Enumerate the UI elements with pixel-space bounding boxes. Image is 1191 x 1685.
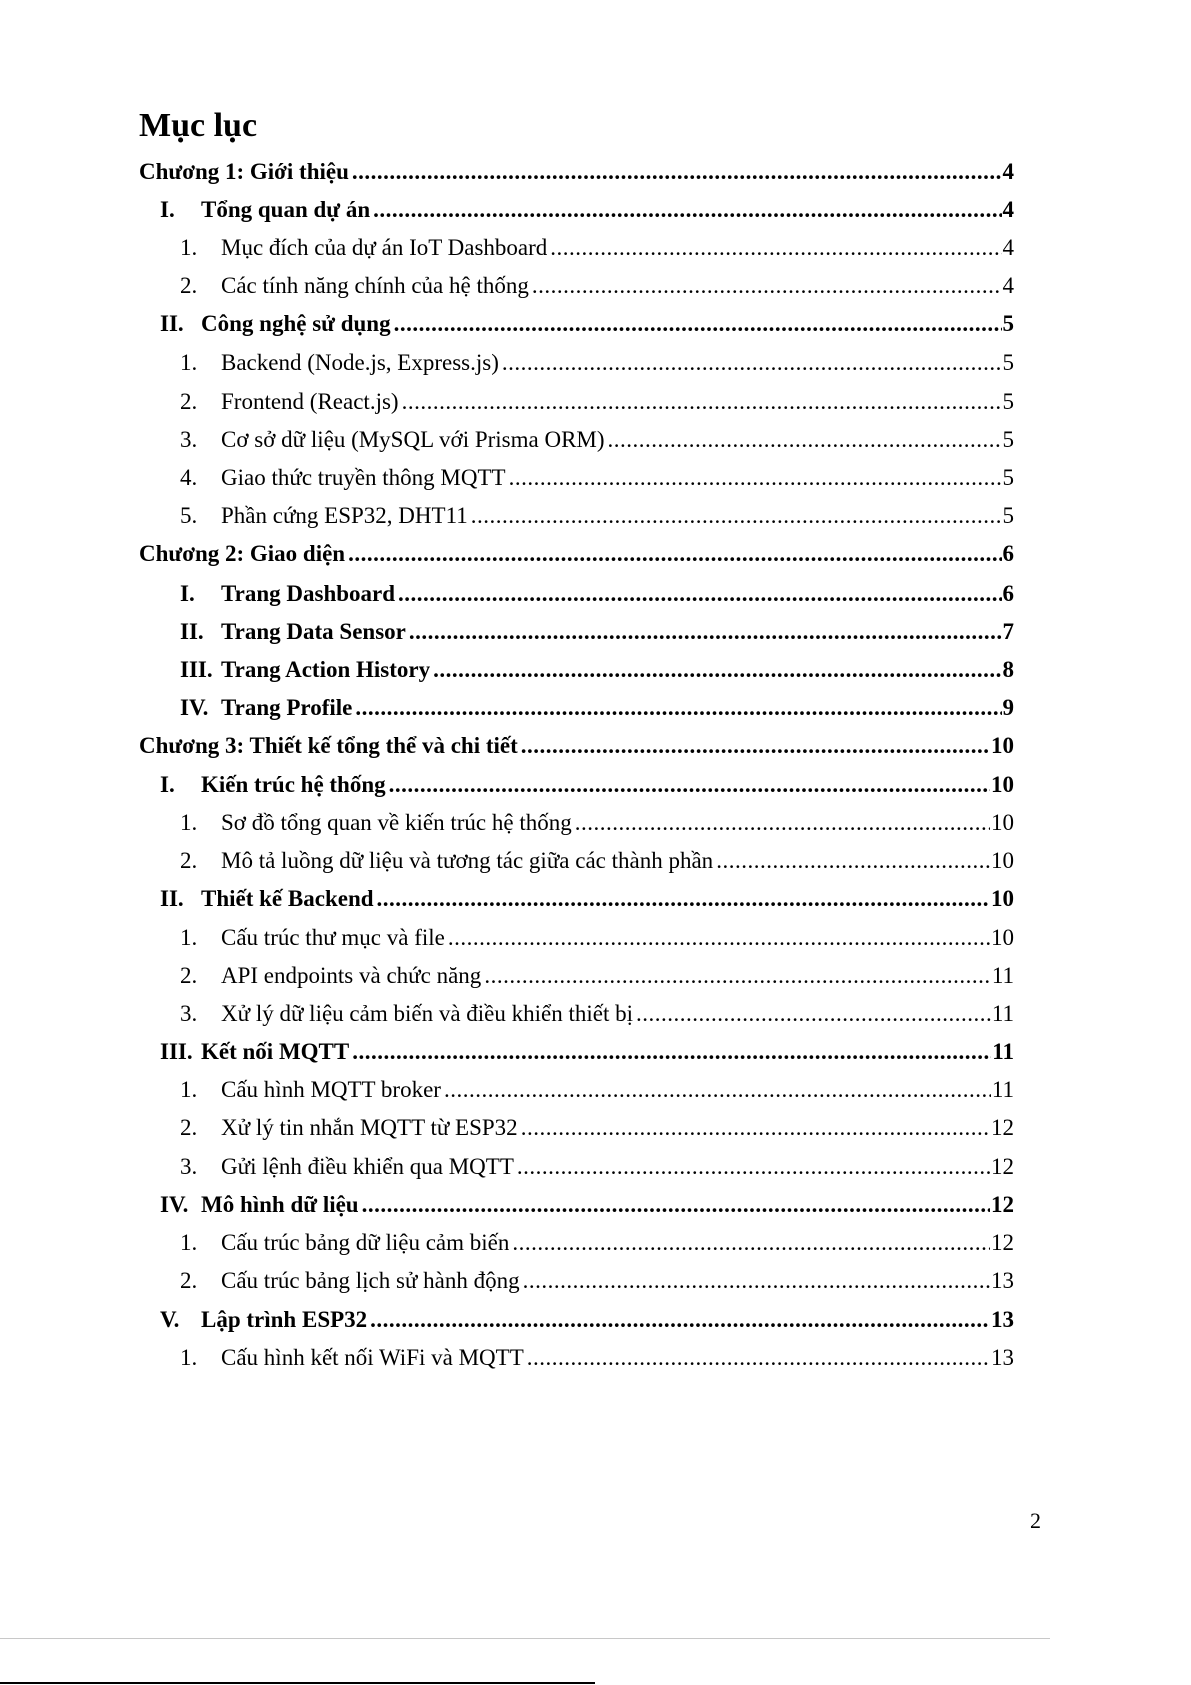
toc-entry-page: 5 bbox=[1002, 311, 1014, 336]
toc-entry[interactable] bbox=[180, 1266, 1014, 1296]
toc-entry-number: 1. bbox=[180, 1345, 198, 1370]
toc-dot-leader bbox=[398, 579, 1001, 609]
toc-dot-leader bbox=[448, 923, 990, 953]
toc-entry-title: Kết nối MQTT bbox=[201, 1039, 350, 1064]
toc-entry-title: Lập trình ESP32 bbox=[201, 1307, 368, 1332]
toc-entry-number: 2. bbox=[180, 963, 198, 988]
page-number: 2 bbox=[1030, 1508, 1041, 1533]
toc-entry-number: 2. bbox=[180, 273, 198, 298]
toc-dot-leader bbox=[527, 1343, 990, 1373]
toc-entry-title: Cấu trúc thư mục và file bbox=[221, 925, 445, 950]
toc-entry-page: 4 bbox=[1002, 197, 1014, 222]
toc-entry-page: 11 bbox=[992, 1039, 1014, 1064]
toc-entry[interactable] bbox=[180, 961, 1014, 991]
toc-entry-number: 3. bbox=[180, 1001, 198, 1026]
toc-entry-title: Trang Data Sensor bbox=[221, 619, 406, 644]
toc-entry[interactable] bbox=[160, 1305, 1014, 1335]
toc-entry-page: 12 bbox=[991, 1230, 1014, 1255]
toc-dot-leader bbox=[362, 1190, 990, 1220]
toc-dot-leader bbox=[471, 501, 1002, 531]
toc-entry[interactable] bbox=[180, 1228, 1014, 1258]
toc-entry-title: Gửi lệnh điều khiển qua MQTT bbox=[221, 1154, 514, 1179]
toc-entry[interactable] bbox=[139, 157, 1014, 187]
bottom-divider bbox=[0, 1682, 595, 1684]
toc-entry-number: 1. bbox=[180, 235, 198, 260]
toc-dot-leader bbox=[521, 731, 990, 761]
toc-dot-leader bbox=[716, 846, 990, 876]
toc-entry-page: 12 bbox=[991, 1154, 1014, 1179]
toc-entry-number: V. bbox=[160, 1307, 180, 1332]
toc-entry-page: 10 bbox=[991, 810, 1014, 835]
toc-entry-number: 1. bbox=[180, 1230, 198, 1255]
toc-entry-page: 4 bbox=[1002, 273, 1014, 298]
toc-entry-page: 7 bbox=[1002, 619, 1014, 644]
toc-dot-leader bbox=[373, 195, 1001, 225]
toc-entry-number: 2. bbox=[180, 1115, 198, 1140]
toc-entry-title: Chương 2: Giao diện bbox=[139, 541, 346, 566]
toc-entry-number: III. bbox=[160, 1039, 193, 1064]
toc-entry-title: Các tính năng chính của hệ thống bbox=[221, 273, 529, 298]
toc-entry-number: IV. bbox=[160, 1192, 189, 1217]
toc-entry[interactable] bbox=[180, 693, 1014, 723]
toc-entry-title: Chương 3: Thiết kế tổng thể và chi tiết bbox=[139, 733, 518, 758]
toc-entry-number: 3. bbox=[180, 1154, 198, 1179]
toc-dot-leader bbox=[512, 1228, 990, 1258]
toc-entry-title: Cơ sở dữ liệu (MySQL với Prisma ORM) bbox=[221, 427, 605, 452]
toc-entry-page: 12 bbox=[991, 1192, 1014, 1217]
toc-entry-title: Cấu trúc bảng lịch sử hành động bbox=[221, 1268, 520, 1293]
toc-entry-title: Sơ đồ tổng quan về kiến trúc hệ thống bbox=[221, 810, 572, 835]
toc-dot-leader bbox=[377, 884, 990, 914]
toc-entry-number: II. bbox=[180, 619, 204, 644]
toc-entry-number: 2. bbox=[180, 389, 198, 414]
footer-divider bbox=[0, 1638, 1050, 1639]
toc-entry-title: Kiến trúc hệ thống bbox=[201, 772, 386, 797]
toc-entry-page: 10 bbox=[991, 733, 1014, 758]
toc-entry-number: I. bbox=[180, 581, 195, 606]
toc-entry[interactable] bbox=[160, 195, 1014, 225]
toc-entry-title: Frontend (React.js) bbox=[221, 389, 399, 414]
toc-entry[interactable] bbox=[160, 884, 1014, 914]
toc-dot-leader bbox=[444, 1075, 991, 1105]
toc-dot-leader bbox=[352, 157, 1002, 187]
toc-entry-title: Xử lý dữ liệu cảm biến và điều khiển thiết bị bbox=[221, 1001, 634, 1026]
toc-dot-leader bbox=[370, 1305, 990, 1335]
toc-entry-number: 1. bbox=[180, 925, 198, 950]
toc-dot-leader bbox=[402, 387, 1002, 417]
toc-entry[interactable] bbox=[160, 1037, 1014, 1067]
toc-dot-leader bbox=[509, 463, 1002, 493]
toc-entry-title: Mô hình dữ liệu bbox=[201, 1192, 359, 1217]
toc-entry[interactable] bbox=[180, 808, 1014, 838]
toc-entry[interactable] bbox=[180, 233, 1014, 263]
toc-entry-page: 13 bbox=[991, 1268, 1014, 1293]
toc-entry[interactable] bbox=[180, 425, 1014, 455]
toc-entry-title: Trang Dashboard bbox=[221, 581, 396, 606]
toc-entry[interactable] bbox=[180, 579, 1014, 609]
toc-entry-title: Cấu hình MQTT broker bbox=[221, 1077, 441, 1102]
toc-entry-title: Xử lý tin nhắn MQTT từ ESP32 bbox=[221, 1115, 518, 1140]
toc-entry[interactable] bbox=[139, 731, 1014, 761]
toc-entry-page: 11 bbox=[991, 1001, 1014, 1026]
toc-entry-number: 3. bbox=[180, 427, 198, 452]
toc-dot-leader bbox=[484, 961, 991, 991]
toc-entry-page: 11 bbox=[991, 963, 1014, 988]
toc-entry-page: 5 bbox=[1002, 389, 1014, 414]
toc-entry-title: Mục đích của dự án IoT Dashboard bbox=[221, 235, 548, 260]
toc-entry-page: 9 bbox=[1002, 695, 1014, 720]
toc-entry-title: Cấu hình kết nối WiFi và MQTT bbox=[221, 1345, 524, 1370]
toc-entry-page: 10 bbox=[991, 886, 1014, 911]
toc-entry-page: 5 bbox=[1002, 465, 1014, 490]
toc-entry-page: 5 bbox=[1002, 350, 1014, 375]
toc-entry-page: 10 bbox=[991, 772, 1014, 797]
toc-entry-number: 5. bbox=[180, 503, 198, 528]
toc-entry[interactable] bbox=[180, 463, 1014, 493]
toc-entry-page: 6 bbox=[1002, 541, 1014, 566]
toc-entry-page: 12 bbox=[991, 1115, 1014, 1140]
toc-dot-leader bbox=[352, 1037, 991, 1067]
toc-dot-leader bbox=[502, 348, 1002, 378]
toc-dot-leader bbox=[521, 1113, 990, 1143]
toc-entry[interactable] bbox=[180, 1152, 1014, 1182]
toc-entry-number: III. bbox=[180, 657, 213, 682]
toc-entry-title: Công nghệ sử dụng bbox=[201, 311, 391, 336]
toc-entry-number: 1. bbox=[180, 810, 198, 835]
toc-entry-number: 2. bbox=[180, 1268, 198, 1293]
toc-dot-leader bbox=[636, 999, 991, 1029]
toc-heading: Mục lục bbox=[139, 107, 258, 144]
toc-entry[interactable] bbox=[180, 617, 1014, 647]
toc-entry[interactable] bbox=[180, 1343, 1014, 1373]
toc-dot-leader bbox=[523, 1266, 990, 1296]
toc-entry-title: Thiết kế Backend bbox=[201, 886, 374, 911]
toc-dot-leader bbox=[532, 271, 1002, 301]
toc-entry[interactable] bbox=[160, 309, 1014, 339]
toc-entry[interactable] bbox=[180, 1113, 1014, 1143]
toc-dot-leader bbox=[608, 425, 1002, 455]
toc-entry[interactable] bbox=[180, 501, 1014, 531]
toc-entry-number: 1. bbox=[180, 1077, 198, 1102]
toc-entry-title: Backend (Node.js, Express.js) bbox=[221, 350, 499, 375]
toc-entry-page: 13 bbox=[991, 1307, 1014, 1332]
toc-entry[interactable] bbox=[139, 539, 1014, 569]
toc-dot-leader bbox=[575, 808, 990, 838]
toc-entry-title: Cấu trúc bảng dữ liệu cảm biến bbox=[221, 1230, 510, 1255]
toc-entry-title: Trang Action History bbox=[221, 657, 431, 682]
toc-dot-leader bbox=[389, 770, 990, 800]
toc-entry-title: Mô tả luồng dữ liệu và tương tác giữa các thành phần bbox=[221, 848, 714, 873]
toc-entry-page: 4 bbox=[1002, 235, 1014, 260]
toc-entry[interactable] bbox=[180, 387, 1014, 417]
toc-entry[interactable] bbox=[180, 271, 1014, 301]
toc-entry-page: 10 bbox=[991, 848, 1014, 873]
toc-entry-title: Giao thức truyền thông MQTT bbox=[221, 465, 506, 490]
toc-entry-number: II. bbox=[160, 311, 184, 336]
toc-entry-number: IV. bbox=[180, 695, 209, 720]
toc-dot-leader bbox=[433, 655, 1001, 685]
toc-dot-leader bbox=[394, 309, 1002, 339]
toc-dot-leader bbox=[409, 617, 1002, 647]
toc-entry-number: I. bbox=[160, 772, 175, 797]
toc-entry-number: 2. bbox=[180, 848, 198, 873]
toc-entry-page: 5 bbox=[1002, 503, 1014, 528]
toc-dot-leader bbox=[550, 233, 1001, 263]
toc-entry-page: 4 bbox=[1002, 159, 1014, 184]
toc-entry-title: Trang Profile bbox=[221, 695, 353, 720]
toc-entry-title: API endpoints và chức năng bbox=[221, 963, 482, 988]
toc-entry-page: 11 bbox=[991, 1077, 1014, 1102]
toc-dot-leader bbox=[348, 539, 1001, 569]
toc-dot-leader bbox=[517, 1152, 990, 1182]
toc-entry-page: 10 bbox=[991, 925, 1014, 950]
toc-entry[interactable] bbox=[180, 923, 1014, 953]
toc-entry-page: 6 bbox=[1002, 581, 1014, 606]
toc-entry[interactable] bbox=[180, 1075, 1014, 1105]
toc-entry[interactable] bbox=[180, 348, 1014, 378]
toc-entry-title: Chương 1: Giới thiệu bbox=[139, 159, 349, 184]
toc-entry-page: 13 bbox=[991, 1345, 1014, 1370]
toc-entry[interactable] bbox=[180, 846, 1014, 876]
toc-entry[interactable] bbox=[160, 1190, 1014, 1220]
toc-entry[interactable] bbox=[180, 655, 1014, 685]
toc-entry-page: 8 bbox=[1002, 657, 1014, 682]
toc-entry-title: Tổng quan dự án bbox=[201, 197, 371, 222]
toc-entry-title: Phần cứng ESP32, DHT11 bbox=[221, 503, 468, 528]
toc-entry[interactable] bbox=[160, 770, 1014, 800]
toc-entry-page: 5 bbox=[1002, 427, 1014, 452]
toc-entry-number: II. bbox=[160, 886, 184, 911]
toc-entry[interactable] bbox=[180, 999, 1014, 1029]
toc-entry-number: I. bbox=[160, 197, 175, 222]
toc-entry-number: 4. bbox=[180, 465, 198, 490]
toc-dot-leader bbox=[355, 693, 1001, 723]
toc-entry-number: 1. bbox=[180, 350, 198, 375]
